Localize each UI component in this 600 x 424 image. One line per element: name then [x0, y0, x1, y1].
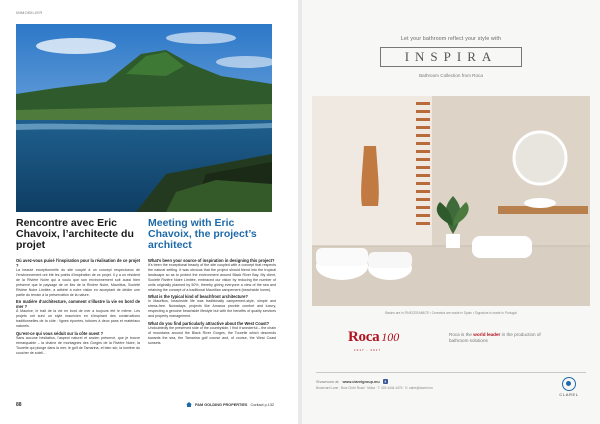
divider: [316, 372, 586, 373]
right-page-advert: [302, 0, 600, 424]
showroom-line: [316, 379, 388, 384]
roca-claim-bold: world leader: [473, 332, 501, 337]
question-en-1: What’s been your source of inspiration in designing this project?: [148, 258, 275, 263]
answer-fr-3: Sans aucune hésitation, l’aspect naturel et ancien préservé, que je trouve remarquable – la chaîne de montagnes des Gorges de la Rivière Noire, la Tourelle qui plonge dans la mer, le golf de Tamarina, et bien sûr, la lumière du coucher de soleil…: [16, 336, 140, 355]
question-fr-2: En matière d’architecture, comment s’illustre la vie en bord de mer ?: [16, 299, 140, 310]
answer-en-1: It’s been the exceptional beauty of the site coupled with a concept that respects the natural setting. It was obvious that the project should blend into the tropical landscape so as to protect the environment around Black River Bay. My client, Société Rivière Noire Limitée, embraced our vision by reducing the number of units originally planned by 50%, thereby giving everyone a view of the sea and retaining the concept of a traditional Mauritian campement (beachside home).: [148, 263, 276, 292]
ad-caption: Basins are in FINECERAMIC® • Ceramics are made in Spain • Signature is made in Portugal: [385, 311, 517, 315]
column-french: [16, 256, 140, 358]
question-fr-3: Qu’est-ce qui vous séduit sur la côte ouest ?: [16, 331, 104, 337]
house-icon: [186, 402, 192, 407]
inspira-logo: INSPIRA: [380, 47, 522, 67]
column-english: [148, 256, 276, 348]
ad-subtitle: Bathroom Collection from Roca: [419, 73, 483, 78]
answer-en-2: In Mauritius, beachside life was traditionally campement-style, simple and stress-free. Nowadays, projects like Amaroa provide comfort and luxury, respecting a genuine beachside lifestyle but with the benefits of quality services and property management.: [148, 299, 276, 319]
address-line: Boulevard Lane · Bois Chéri Road · Moka · T: 403 4444 4476 · E: sales@clarel.mu: [316, 386, 433, 390]
roca-claim: [449, 332, 559, 344]
island-coast-photo: [16, 24, 272, 212]
bathroom-photo: [312, 96, 590, 306]
roca-claim-post: in the production of bathroom solutions: [449, 332, 541, 343]
answer-en-3: Undoubtedly the preserved side of the countryside, I find it wonderful – the chain of mountains around the Black River Gorges, the Tourelle which descends towards the sea, the Tamarina golf course and, of course, the West Coast sunsets.: [148, 326, 276, 345]
roca-claim-pre: Roca is the: [449, 332, 474, 337]
ad-tagline: Let your bathroom reflect your style with: [400, 36, 502, 42]
answer-fr-2: À Maurice, le trait de la vie en bord de mer a toujours été le même. Les projets ont suivi un style mauricien en s’inspirant des constructions traditionnelles de la côte : lignes épurées, toitures à deux pans et matériaux naturels.: [16, 309, 140, 329]
roca-wordmark: Roca: [348, 328, 380, 345]
question-en-2: What is the typical kind of beachfront architecture?: [148, 294, 248, 300]
question-fr-1: Où avez-vous puisé l’inspiration pour la réalisation de ce projet ?: [16, 258, 140, 268]
footer-contact: Contact p.132: [250, 402, 275, 407]
question-en-3: What do you find particularly attractive about the West Coast?: [148, 321, 270, 327]
showroom-label: Showroom at:: [316, 379, 340, 384]
answer-fr-1: La beauté exceptionnelle du site couplé à un concept respectueux de l’environnement ont été les points d’inspiration de ce projet. Il y a un résident de la Rivière Noire qui a voulu que son environnement soit aussi bien préservé que le paysage de ce lieu de la Rivière Noire, Mauritius, Société Rivière Noire Limitée, a adhéré à notre vision en acceptant de dédier une partie du terrain à la préservation de la nature.: [16, 268, 140, 297]
heading-french: Rencontre avec Eric Chavoix, l’architecte du projet: [16, 217, 134, 251]
heading-english: Meeting with Eric Chavoix, the project’s architect: [148, 217, 257, 251]
page-number: 88: [16, 402, 22, 408]
clarel-wordmark: CLAREL: [559, 392, 579, 397]
showroom-website-link[interactable]: www.clarelgroup.mu: [342, 379, 380, 384]
footer-brand-name: PAM GOLDING PROPERTIES: [195, 402, 248, 407]
facebook-icon[interactable]: f: [384, 379, 386, 384]
roca-years: 1917 - 2017: [354, 348, 382, 352]
footer-brand: [186, 402, 274, 407]
section-tag: IMMOBILIER: [16, 10, 43, 15]
clarel-logo: [550, 377, 588, 397]
roca-100-mark: 100: [381, 330, 400, 344]
clarel-mark-icon: [562, 377, 576, 391]
left-page: [0, 0, 298, 424]
